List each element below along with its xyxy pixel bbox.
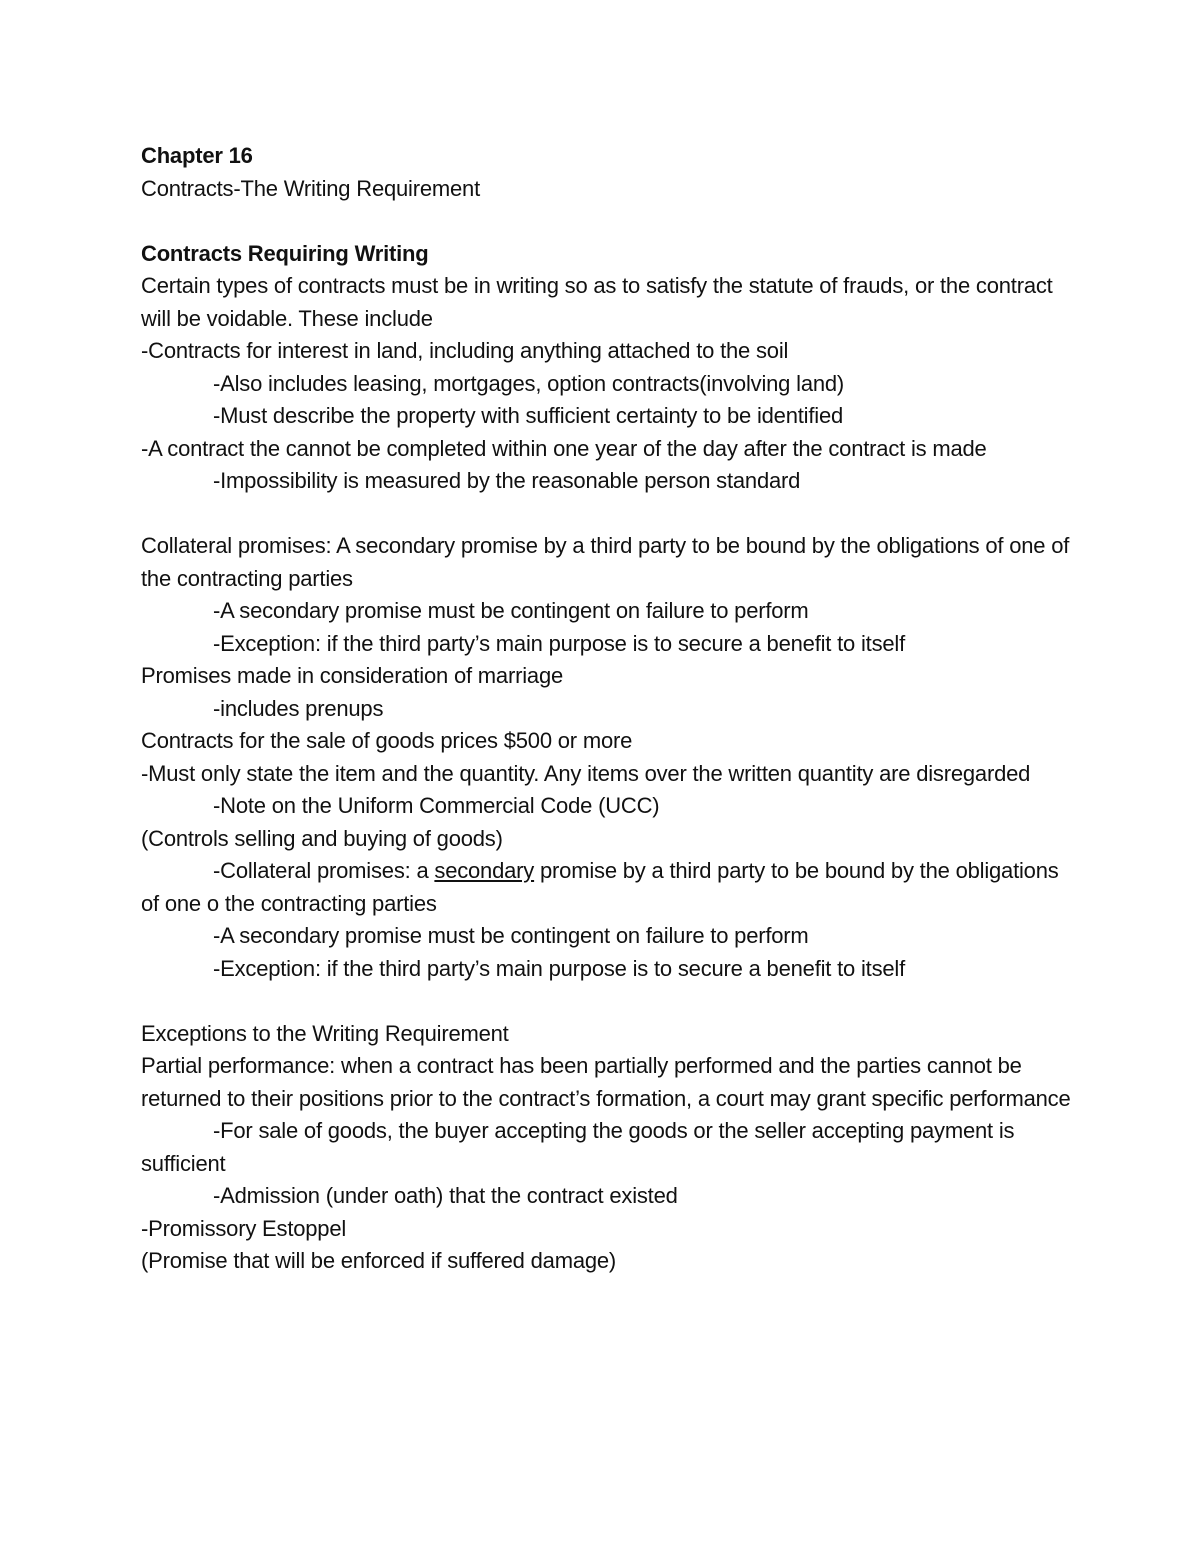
cp-underlined-word: secondary xyxy=(434,858,535,883)
sub-bullet-exception-2: -Exception: if the third party’s main purpose is to secure a benefit to itself xyxy=(213,955,906,981)
section-intro: Certain types of contracts must be in writing so as to satisfy the statute of frauds, or the contract will be voidable. These include xyxy=(141,273,1053,331)
document-page xyxy=(141,140,1081,1278)
cp-suffix: promise by a third party to be bound by the obligations of one o the contracting parties xyxy=(141,858,1059,916)
sub-bullet-land-describe: -Must describe the property with sufficient certainty to be identified xyxy=(213,403,844,428)
sub-bullet-admission: -Admission (under oath) that the contract existed xyxy=(213,1183,678,1208)
spacer xyxy=(141,205,1081,238)
bullet-land: -Contracts for interest in land, including anything attached to the soil xyxy=(141,338,789,363)
section-heading-contracts-requiring-writing: Contracts Requiring Writing xyxy=(141,240,429,266)
section-heading-exceptions: Exceptions to the Writing Requirement xyxy=(141,1020,509,1046)
chapter-title: Chapter 16 xyxy=(141,143,253,168)
sub-bullet-ucc: -Note on the Uniform Commercial Code (UCC) xyxy=(213,793,660,818)
sub-bullet-exception: -Exception: if the third party’s main purpose is to secure a benefit to itself xyxy=(213,630,906,656)
partial-performance: Partial performance: when a contract has been partially performed and the parties cannot be returned to their positions prior to the contract’s formation, a court may grant specific performance xyxy=(141,1053,1071,1111)
sub-bullet-sale-of-goods: -For sale of goods, the buyer accepting the goods or the seller accepting payment is sufficient xyxy=(141,1118,1015,1176)
cp-prefix: -Collateral promises: a xyxy=(213,858,435,883)
spacer xyxy=(141,498,1081,531)
spacer xyxy=(141,985,1081,1018)
sub-bullet-item-quantity xyxy=(141,758,1081,791)
sub-bullet-collateral-promises xyxy=(141,855,1081,920)
ucc-note: (Controls selling and buying of goods) xyxy=(141,825,503,851)
sub-bullet-contingent: -A secondary promise must be contingent on failure to perform xyxy=(213,598,809,623)
sub-bullet-contingent-2: -A secondary promise must be contingent on failure to perform xyxy=(213,923,809,948)
bullet-one-year: -A contract the cannot be completed within one year of the day after the contract is made xyxy=(141,435,987,461)
sub-bullet-land-leasing: -Also includes leasing, mortgages, option contracts(involving land) xyxy=(213,370,845,396)
collateral-promises-definition: Collateral promises: A secondary promise by a third party to be bound by the obligations of one of the contracting parties xyxy=(141,533,1070,591)
marriage-promises: Promises made in consideration of marriage xyxy=(141,663,564,688)
sub-bullet-item-quantity-text: -Must only state the item and the quantity. Any items over the written quantity are disregarded xyxy=(141,760,1031,786)
chapter-subtitle: Contracts-The Writing Requirement xyxy=(141,175,481,201)
sale-of-goods: Contracts for the sale of goods prices $500 or more xyxy=(141,728,633,753)
sub-bullet-impossibility: -Impossibility is measured by the reasonable person standard xyxy=(213,468,801,493)
promissory-estoppel: -Promissory Estoppel xyxy=(141,1215,347,1241)
sub-bullet-prenups: -includes prenups xyxy=(213,695,384,721)
promissory-estoppel-note: (Promise that will be enforced if suffered damage) xyxy=(141,1248,617,1273)
